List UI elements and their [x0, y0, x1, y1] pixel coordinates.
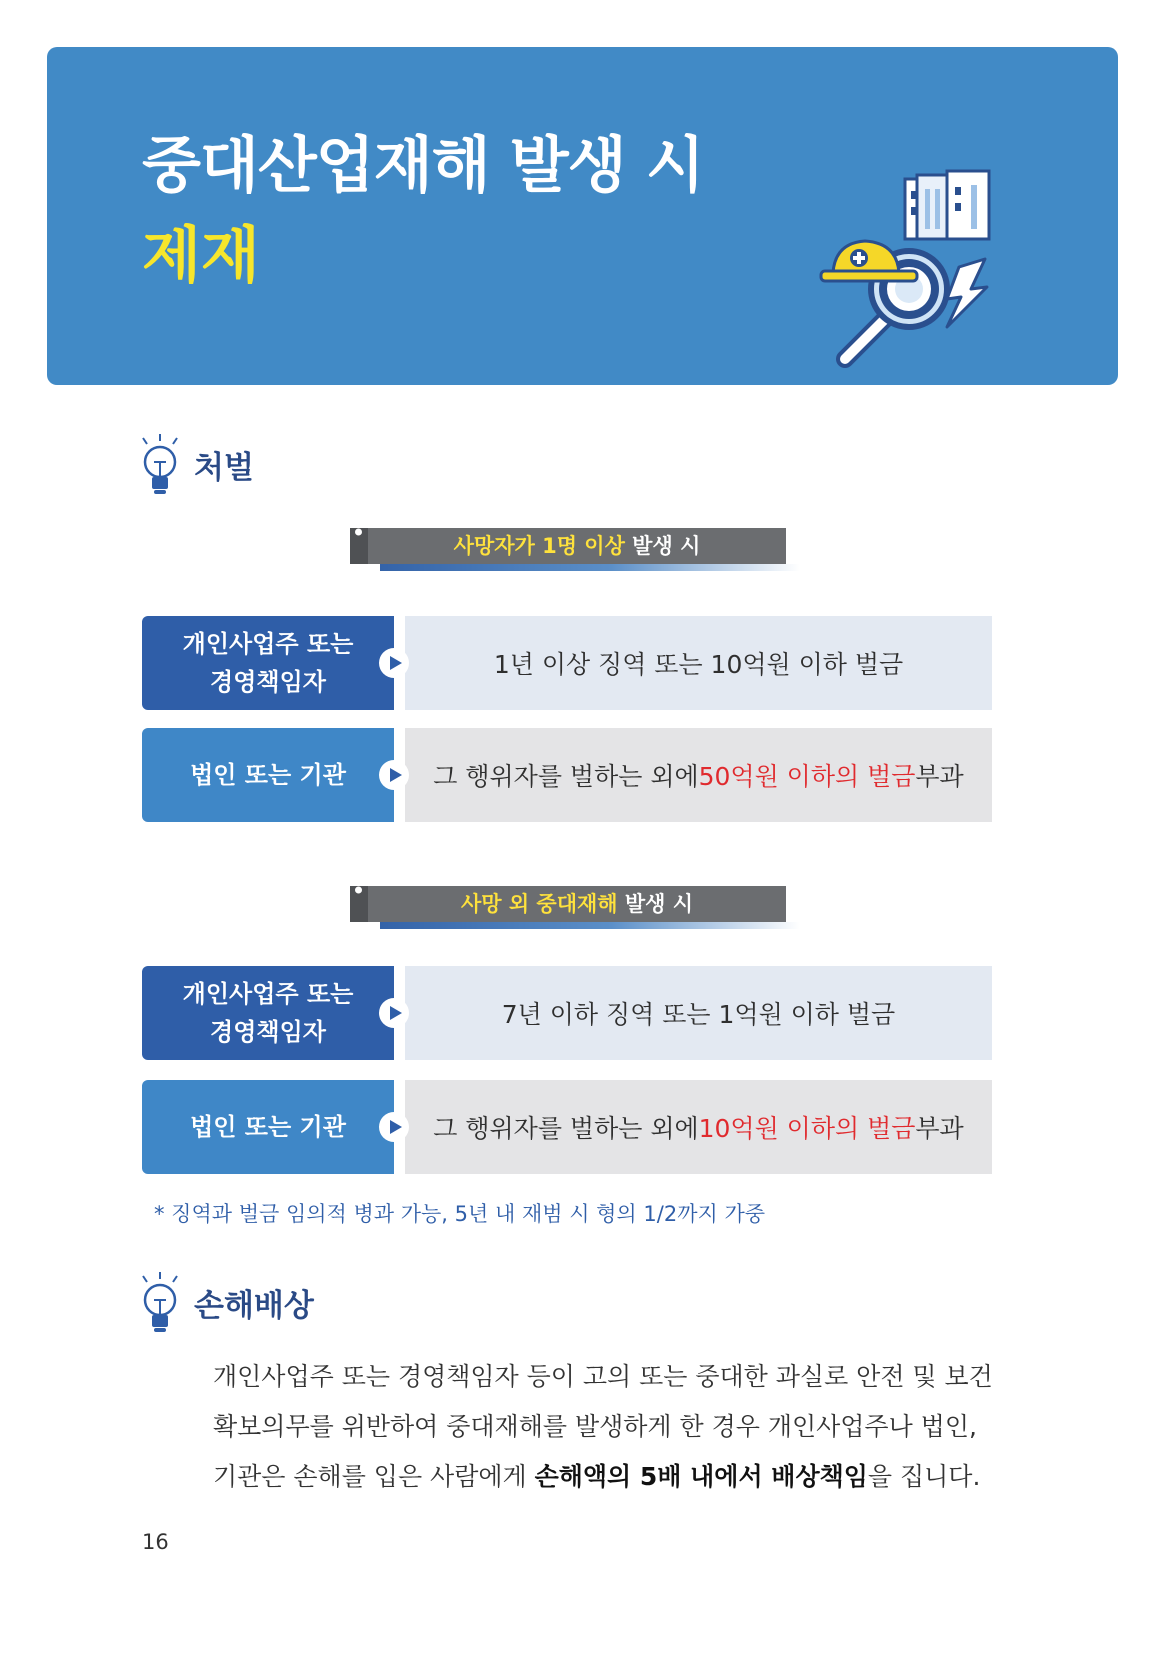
section-title-punishment: 처벌	[194, 449, 254, 486]
paragraph-line: 기관은 손해를 입은 사람에게 손해액의 5배 내에서 배상책임을 집니다.	[213, 1462, 981, 1491]
penalty-row-individual-serious	[142, 966, 992, 1060]
subject-label: 개인사업주 또는 경영책임자	[142, 966, 394, 1060]
penalty-text: 그 행위자를 벌하는 외에 50억원 이하의 벌금 부과	[405, 728, 992, 822]
play-arrow-icon	[378, 759, 410, 791]
penalty-row-corporate-serious	[142, 1080, 992, 1174]
condition-tag-death	[350, 524, 786, 568]
section-title-damages: 손해배상	[194, 1287, 314, 1324]
paragraph-line: 개인사업주 또는 경영책임자 등이 고의 또는 중대한 과실로 안전 및 보건	[213, 1362, 993, 1391]
condition-rest: 발생 시	[624, 534, 701, 558]
condition-highlight: 사망 외 중대재해	[460, 892, 618, 916]
subject-label: 법인 또는 기관	[142, 1080, 394, 1174]
page-title: 중대산업재해 발생 시	[142, 130, 704, 201]
play-arrow-icon	[378, 997, 410, 1029]
punishment-heading	[138, 432, 254, 504]
liability-emphasis: 손해액의 5배 내에서 배상책임	[534, 1462, 868, 1491]
penalty-row-individual-death	[142, 616, 992, 710]
damages-heading	[138, 1270, 314, 1342]
fine-amount: 50억원 이하의 벌금	[698, 762, 916, 791]
penalty-text: 1년 이상 징역 또는 10억원 이하 벌금	[405, 616, 992, 710]
lightning-icon	[947, 259, 987, 327]
condition-rest: 발생 시	[617, 892, 694, 916]
subject-label: 법인 또는 기관	[142, 728, 394, 822]
condition-highlight: 사망자가 1명 이상	[453, 534, 625, 558]
lightbulb-icon	[138, 432, 182, 504]
subject-label: 개인사업주 또는 경영책임자	[142, 616, 394, 710]
page-number: 16	[142, 1530, 169, 1554]
title-banner	[47, 47, 1118, 385]
lightbulb-icon	[138, 1270, 182, 1342]
safety-inspection-illustration	[807, 127, 1057, 397]
damages-paragraph	[213, 1352, 1013, 1502]
fine-amount: 10억원 이하의 벌금	[698, 1114, 916, 1143]
penalty-text: 그 행위자를 벌하는 외에 10억원 이하의 벌금 부과	[405, 1080, 992, 1174]
pin-icon	[353, 882, 364, 895]
play-arrow-icon	[378, 647, 410, 679]
penalty-text: 7년 이하 징역 또는 1억원 이하 벌금	[405, 966, 992, 1060]
condition-tag-serious-accident	[350, 882, 786, 926]
pin-icon	[353, 524, 364, 537]
play-arrow-icon	[378, 1111, 410, 1143]
penalty-row-corporate-death	[142, 728, 992, 822]
paragraph-line: 확보의무를 위반하여 중대재해를 발생하게 한 경우 개인사업주나 법인,	[213, 1412, 977, 1441]
buildings-icon	[905, 171, 989, 239]
footnote: * 징역과 벌금 임의적 병과 가능, 5년 내 재범 시 형의 1/2까지 가중	[154, 1202, 766, 1226]
page-title-highlight: 제재	[142, 220, 260, 291]
